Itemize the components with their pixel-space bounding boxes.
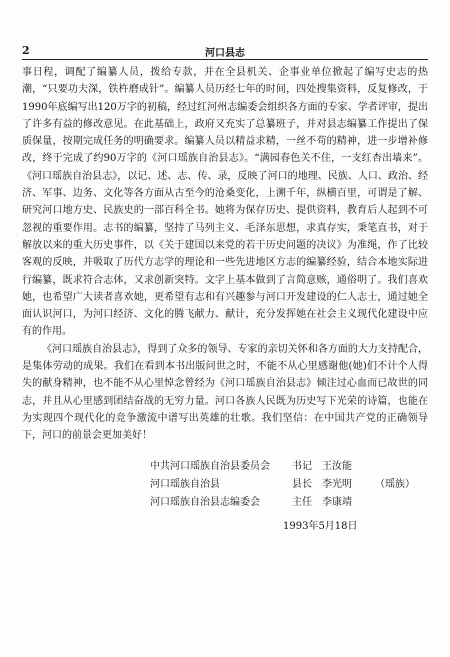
body-text — [22, 64, 428, 445]
signature-note: （瑶族） — [375, 479, 415, 490]
running-title: 河口县志 — [205, 48, 245, 59]
paragraph-2: 《河口瑶族自治县志》，得到了众多的领导、专家的亲切关怀和各方面的大力支持配合，是集体劳动的成果。我们在看到本书出版问世之时，不能不从心里感谢他(她)们不计个人得失的献身精神，也不能不从心里悼念曾经为《河口瑶族自治县志》倾注过心血而已故世的同志，并且从心里感到团结奋战的无穷力量。河口各族人民既为历史写下光荣的诗篇，也能在为实现四个现代化的竞争激流中谱写出英雄的壮歌。我们坚信：在中国共产党的正确领导下，河口的前景会更加美好！ — [22, 343, 428, 442]
signature-row — [150, 458, 410, 476]
signature-row — [150, 476, 415, 494]
page-number: 2 — [22, 44, 30, 57]
signature-row — [150, 494, 410, 512]
signature-block — [150, 458, 415, 512]
signature-name: 李康靖 — [322, 497, 352, 508]
signature-title: 书记 — [292, 461, 312, 472]
signature-title: 县长 — [292, 479, 312, 490]
signature-org: 河口瑶族自治县 — [150, 479, 220, 490]
header-rule — [22, 59, 428, 60]
signature-org: 中共河口瑶族自治县委员会 — [150, 461, 270, 472]
signature-org: 河口瑶族自治县志编委会 — [150, 497, 260, 508]
signature-title: 主任 — [292, 497, 312, 508]
signature-name: 王汝能 — [322, 461, 352, 472]
page-header — [22, 44, 428, 60]
document-date: 1993年5月18日 — [283, 521, 358, 532]
paragraph-1: 事日程，调配了编纂人员，拨给专款，并在全县机关、企事业单位掀起了编写史志的热潮，“只要功夫深，铁杵磨成针”。编纂人员历经七年的时间，四处搜集资料，反复修改，于1990年底编写出120万字的初稿，经过红河州志编委会组织各方面的专家、学者评审，提出了许多有益的修改意见。在此基础上，政府又充实了总纂班子，并对县志编纂工作提出了保质保量，按期完成任务的明确要求。编纂人员以精益求精，一丝不苟的精神，进一步增补修改，终于完成了约90万字的《河口瑶族自治县志》。“满园春色关不住，一支红杏出墙来”。《河口瑶族自治县志》，以记、述、志、传、录，反映了河口的地理、民族、人口、政治、经济、军事、边务、文化等各方面从古至今的沧桑变化，上溯千年，纵横百里，可谓是了解、研究河口地方史、民族史的一部百科全书。她将为保存历史、提供资料，教育后人起到不可忽视的重要作用。志书的编纂，坚持了马列主义、毛泽东思想，求真存实，秉笔直书，对于解放以来的重大历史事件，以《关于建国以来党的若干历史问题的决议》为准绳，作了比较客观的反映，并吸取了历代方志学的理论和一些先进地区方志的编纂经验，结合本地实际进行编纂，既求符合志体，又求创新突特。文字上基本做到了言简意赅，通俗明了。我们喜欢她，也希望广大读者喜欢她，更希望有志和有兴趣参与河口开发建设的仁人志士，通过她全面认识河口，为河口经济、文化的腾飞献力、献计，充分发挥她在社会主义现代化建设中应有的作用。 — [22, 67, 428, 338]
signature-name: 李光明 — [322, 479, 352, 490]
